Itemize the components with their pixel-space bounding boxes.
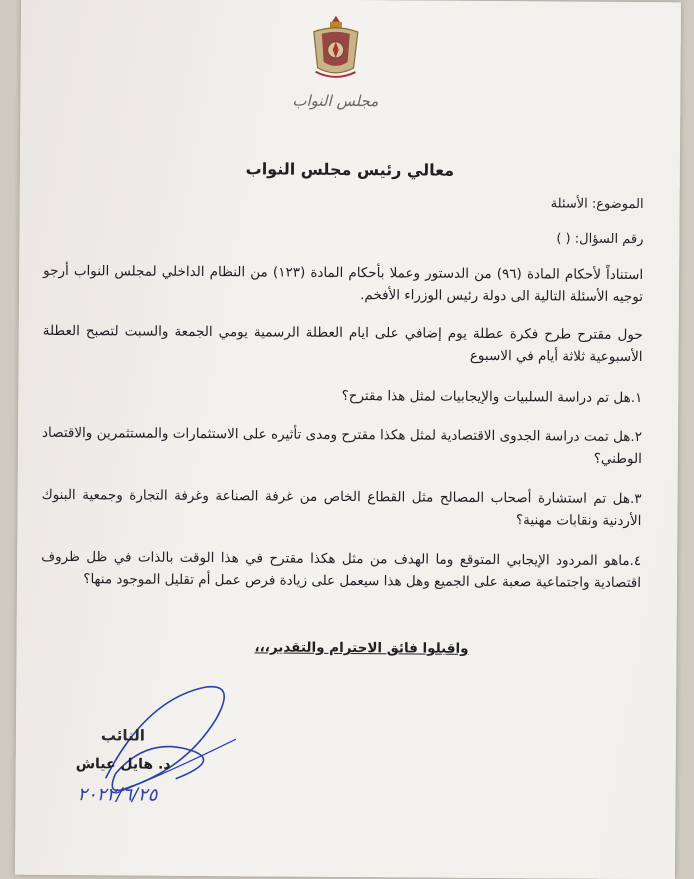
signatory-name: د. هايل عياش (75, 756, 171, 773)
signatory-title: النائب (100, 726, 146, 745)
question-item: ٣.هل تم استشارة أصحاب المصالح مثل القطاع الخاص من غرفة الصناعة وغرفة التجارة وجمعية البنوك الأردنية ونقابات مهنية؟ (41, 486, 642, 530)
context-paragraph: حول مقترح طرح فكرة عطلة يوم إضافي على ايام العطلة الرسمية يومي الجمعة والسبت لتصبح العطلة الأسبوعية ثلاثة أيام في الاسبوع (42, 322, 643, 366)
addressee: معالي رئيس مجلس النواب (245, 159, 455, 180)
intro-paragraph: استناداً لأحكام المادة (٩٦) من الدستور وعملا بأحكام المادة (١٢٣) من النظام الداخلي لمجلس النواب أرجو توجيه الأسئلة التالية الى دولة رئيس الوزراء الأفخم. (43, 262, 644, 306)
question-item: ٤.ماهو المردود الإيجابي المتوقع وما الهدف من مثل هكذا مقترح في هذا الوقت بالذات في ظل ظروف اقتصادية واجتماعية صعبة على الجميع وهل هذا سيعمل على زيادة فرص عمل أم تقليل الموجود منها؟ (41, 548, 642, 592)
closing-line: واقبلوا فائق الاحترام والتقدير،،، (254, 639, 469, 657)
question-number: رقم السؤال: ( ) (556, 231, 644, 248)
question-item: ١.هل تم دراسة السلبيات والإيجابيات لمثل هذا مقترح؟ (341, 387, 643, 407)
signature-date: ٢٠٢٢/٦/٢٥ (77, 784, 158, 806)
council-name: مجلس النواب (292, 91, 379, 111)
coat-of-arms-icon (307, 12, 363, 82)
letter-page (15, 0, 681, 879)
question-item: ٢.هل تمت دراسة الجدوى الاقتصادية لمثل هكذا مقترح ومدى تأثيره على الاستثمارات والمستثمرين والاقتصاد الوطني؟ (41, 424, 643, 468)
subject-line: الموضوع: الأسئلة (550, 196, 644, 213)
